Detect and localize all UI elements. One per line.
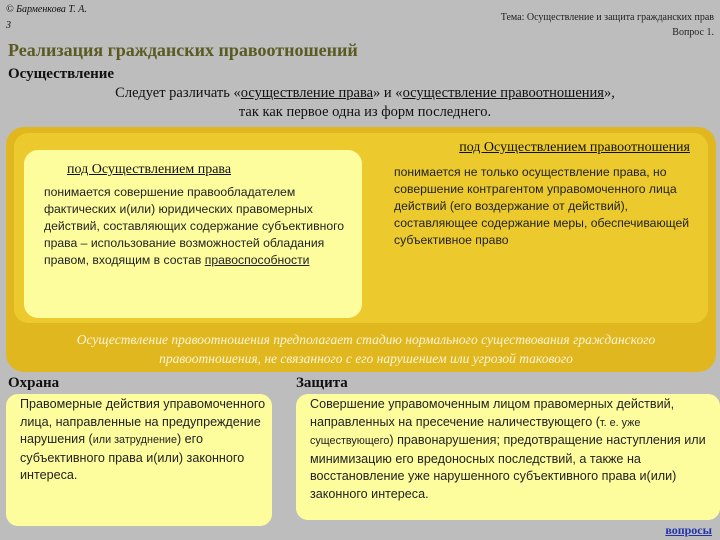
protection-text-a: Правомерные действия управомоченного лица, направленные на предупреждение нарушения ( [20,397,266,446]
author-block [6,2,87,34]
protection-text-small: или затруднение [92,434,177,446]
intro-part: Следует различать « [115,85,241,101]
slide-number: 3 [6,20,11,31]
defense-text-small: т. е. уже существующего [310,416,641,447]
intro-part: », [603,85,615,101]
defense-text-a: Совершение управомоченным лицом правомерных действий, направленных на пресечение наличествующего ( [310,397,675,429]
slide-title: Реализация гражданских правоотношений [8,40,358,60]
left-panel-term: правоспособности [204,253,310,267]
protection-text-b: ) его субъективного права и(или) законного интереса. [20,432,245,482]
bottom-note: Осуществление правоотношения предполагает стадию нормального существования гражданского правоотношения, не связанного с его нарушением или угрозой такового [76,332,656,366]
protection-label: Охрана [8,375,60,391]
question-number: Вопрос 1. [672,27,714,38]
left-panel-text [44,184,349,269]
author-name: © Барменкова Т. А. [6,4,87,15]
intro-term-relation: осуществление правоотношения [402,85,604,101]
defense-text [310,396,714,503]
protection-text [20,396,268,485]
section-subtitle: Осуществление [8,66,115,82]
intro-part: » и « [373,85,403,101]
right-panel-text: понимается не только осуществление права, но совершение контрагентом управомоченного лица действий (его воздержание от действий), составляющее содержание меры, обеспечивающей субъективное право [394,165,690,247]
topic-line: Тема: Осуществление и защита гражданских прав [500,12,714,23]
intro-term-right: осуществление права [240,85,374,101]
topic-block [394,10,714,40]
questions-link[interactable]: вопросы [665,523,712,537]
intro-line2: так как первое одна из форм последнего. [238,104,492,120]
left-panel-heading: под Осуществлением права [67,162,232,177]
intro-text [40,84,690,122]
right-panel-heading: под Осуществлением правоотношения [459,140,690,155]
left-panel-body: понимается совершение правообладателем фактических и(или) юридических правомерных действий, составляющих содержание субъективного права – использование возможностей обладания правом, входящим в состав [44,185,345,267]
defense-text-b: ) правонарушения; предотвращение наступления или минимизацию его вредоносных последствий, а также на восстановление уже нарушенного субъективного права и(или) законного интереса. [310,433,706,501]
defense-label: Защита [296,375,348,391]
